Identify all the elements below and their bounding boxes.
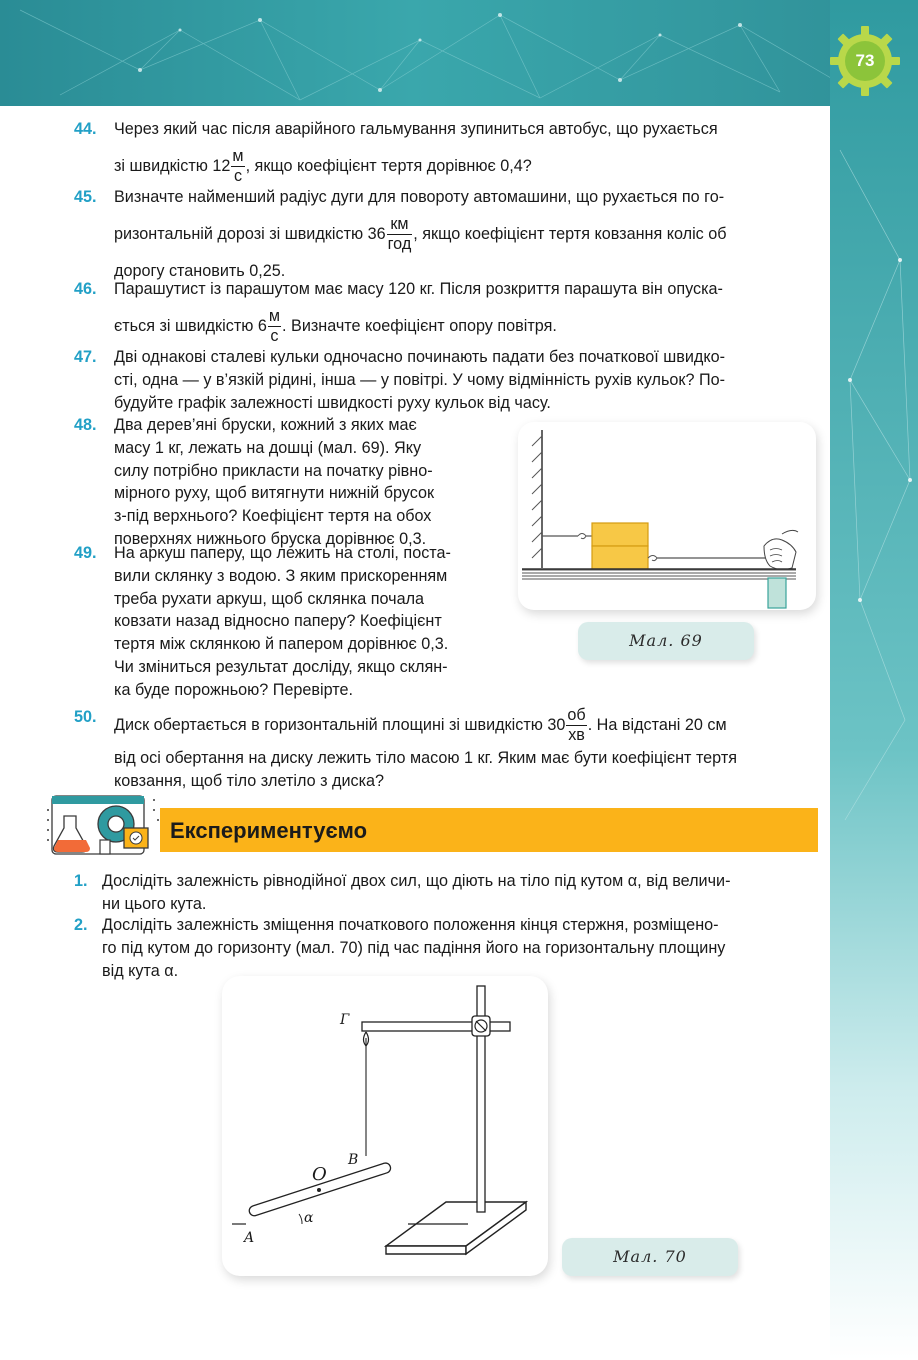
- text-line: силу потрібно прикласти на початку рівно-: [114, 461, 433, 480]
- hand-icon: [764, 539, 796, 570]
- fraction-numerator: м: [268, 306, 281, 325]
- text-line: треба рухати аркуш, щоб склянка почала: [114, 589, 425, 608]
- label-o: O: [312, 1164, 327, 1185]
- figure-69: [518, 422, 816, 610]
- figure-69-caption: Мал. 69: [578, 622, 754, 660]
- problem-number: 50.: [74, 708, 97, 726]
- problem-number: 46.: [74, 280, 97, 298]
- side-band: [830, 0, 918, 1360]
- experiment-text: [102, 870, 817, 916]
- text-line: ка буде порожньою? Перевірте.: [114, 680, 354, 699]
- problem-text: [114, 278, 817, 346]
- experiment-number: 1.: [74, 872, 88, 890]
- text-line: Парашутист із парашутом має масу 120 кг. Після розкриття парашута він опуска-: [114, 280, 723, 298]
- fraction: [231, 147, 244, 186]
- text-line: [114, 307, 817, 346]
- text-line: Два дерев’яні бруски, кожний з яких має: [114, 416, 417, 434]
- label-alpha: α: [304, 1210, 314, 1226]
- page-number: 73: [855, 51, 875, 70]
- text-line: масу 1 кг, лежать на дошці (мал. 69). Яку: [114, 438, 422, 457]
- figure-70-caption: Мал. 70: [562, 1238, 738, 1276]
- fraction-numerator: м: [232, 146, 244, 165]
- text-line: будуйте графік залежності швидкості руху кульок від часу.: [114, 393, 551, 412]
- label-a: A: [244, 1230, 255, 1246]
- text-span: зі швидкістю 12: [114, 156, 231, 175]
- text-line: Дві однакові сталеві кульки одночасно починають падати без початкової швидко-: [114, 348, 726, 366]
- text-span: . Визначте коефіцієнт опору повітря.: [282, 316, 557, 335]
- text-span: . На відстані 20 см: [587, 715, 727, 734]
- problem-text: [114, 346, 817, 414]
- header-band: [0, 0, 918, 106]
- text-line: Визначте найменший радіус дуги для повороту автомашини, що рухається по го-: [114, 188, 725, 206]
- section-title: Експериментуємо: [170, 818, 368, 843]
- text-span: , якщо коефіцієнт тертя ковзання коліс об: [413, 224, 727, 243]
- text-line: го під кутом до горизонту (мал. 70) під час падіння його на горизонтальну площину: [102, 938, 726, 957]
- text-line: сті, одна — у в’язкій рідині, інша — у повітрі. У чому відмінність рухів кульок? По-: [114, 370, 725, 389]
- label-g: Г: [340, 1012, 350, 1028]
- problem-number: 47.: [74, 348, 97, 366]
- problem-text: [114, 706, 817, 793]
- problem-text: [114, 542, 496, 702]
- text-span: , якщо коефіцієнт тертя дорівнює 0,4?: [245, 156, 532, 175]
- label-b: B: [348, 1152, 359, 1168]
- fraction: [566, 706, 586, 745]
- problem-number: 44.: [74, 120, 97, 138]
- text-span: ризонтальній дорозі зі швидкістю 36: [114, 224, 386, 243]
- fraction-numerator: км: [387, 215, 413, 235]
- text-line: [114, 706, 817, 745]
- problem-number: 49.: [74, 544, 97, 562]
- figure-69-drawing: [518, 422, 816, 610]
- fraction-denominator: с: [270, 326, 279, 345]
- fraction-numerator: об: [567, 706, 586, 724]
- page-number-badge: [828, 24, 902, 98]
- side-network-pattern: [830, 0, 918, 1360]
- text-line: Через який час після аварійного гальмування зупиниться автобус, що рухається: [114, 120, 718, 138]
- fraction-denominator: с: [233, 166, 243, 185]
- text-line: дорогу становить 0,25.: [114, 261, 286, 280]
- text-line: Дослідіть залежність рівнодійної двох сил, що діють на тіло під кутом α, від величи-: [102, 872, 731, 890]
- text-line: мірного руху, щоб витягнути нижній брусок: [114, 484, 435, 503]
- text-line: [114, 215, 817, 254]
- fraction-denominator: хв: [568, 726, 585, 744]
- text-line: тертя між склянкою й папером дорівнює 0,3.: [114, 635, 449, 654]
- figure-70-drawing: [222, 976, 548, 1276]
- fraction-denominator: год: [387, 234, 412, 253]
- problem-text: [114, 118, 817, 186]
- problem-text: [114, 186, 817, 283]
- lower-block: [592, 546, 648, 569]
- fraction: [268, 307, 281, 346]
- text-line: від осі обертання на диску лежить тіло масою 1 кг. Яким має бути коефіцієнт тертя: [114, 749, 738, 767]
- text-line: ни цього кута.: [102, 894, 207, 913]
- fraction: [387, 215, 413, 254]
- text-line: Дослідіть залежність зміщення початкового положення кінця стержня, розміщено-: [102, 916, 719, 934]
- experiment-number: 2.: [74, 916, 88, 934]
- problem-text: [114, 414, 496, 551]
- text-line: ковзати назад відносно паперу? Коефіцієнт: [114, 612, 442, 631]
- text-line: ковзання, щоб тіло злетіло з диска?: [114, 771, 385, 790]
- text-span: ється зі швидкістю 6: [114, 316, 267, 335]
- text-line: від кута α.: [102, 961, 179, 980]
- upper-block: [592, 523, 648, 546]
- problem-number: 45.: [74, 188, 97, 206]
- text-line: поверхнях нижнього бруска дорівнює 0,3.: [114, 529, 427, 548]
- experiment-text: [102, 914, 817, 982]
- text-line: з-під верхнього? Коефіцієнт тертя на обох: [114, 507, 432, 526]
- figure-70: [222, 976, 548, 1276]
- network-pattern: [0, 0, 918, 106]
- laboratory-icon: [44, 790, 162, 860]
- text-line: На аркуш паперу, що лежить на столі, поста-: [114, 544, 451, 562]
- text-line: [114, 147, 817, 186]
- problem-number: 48.: [74, 416, 97, 434]
- clamp: [768, 578, 786, 608]
- text-line: Чи зміниться результат досліду, якщо склян-: [114, 657, 448, 676]
- text-line: вили склянку з водою. З яким прискоренням: [114, 566, 448, 585]
- text-span: Диск обертається в горизонтальній площині зі швидкістю 30: [114, 715, 566, 734]
